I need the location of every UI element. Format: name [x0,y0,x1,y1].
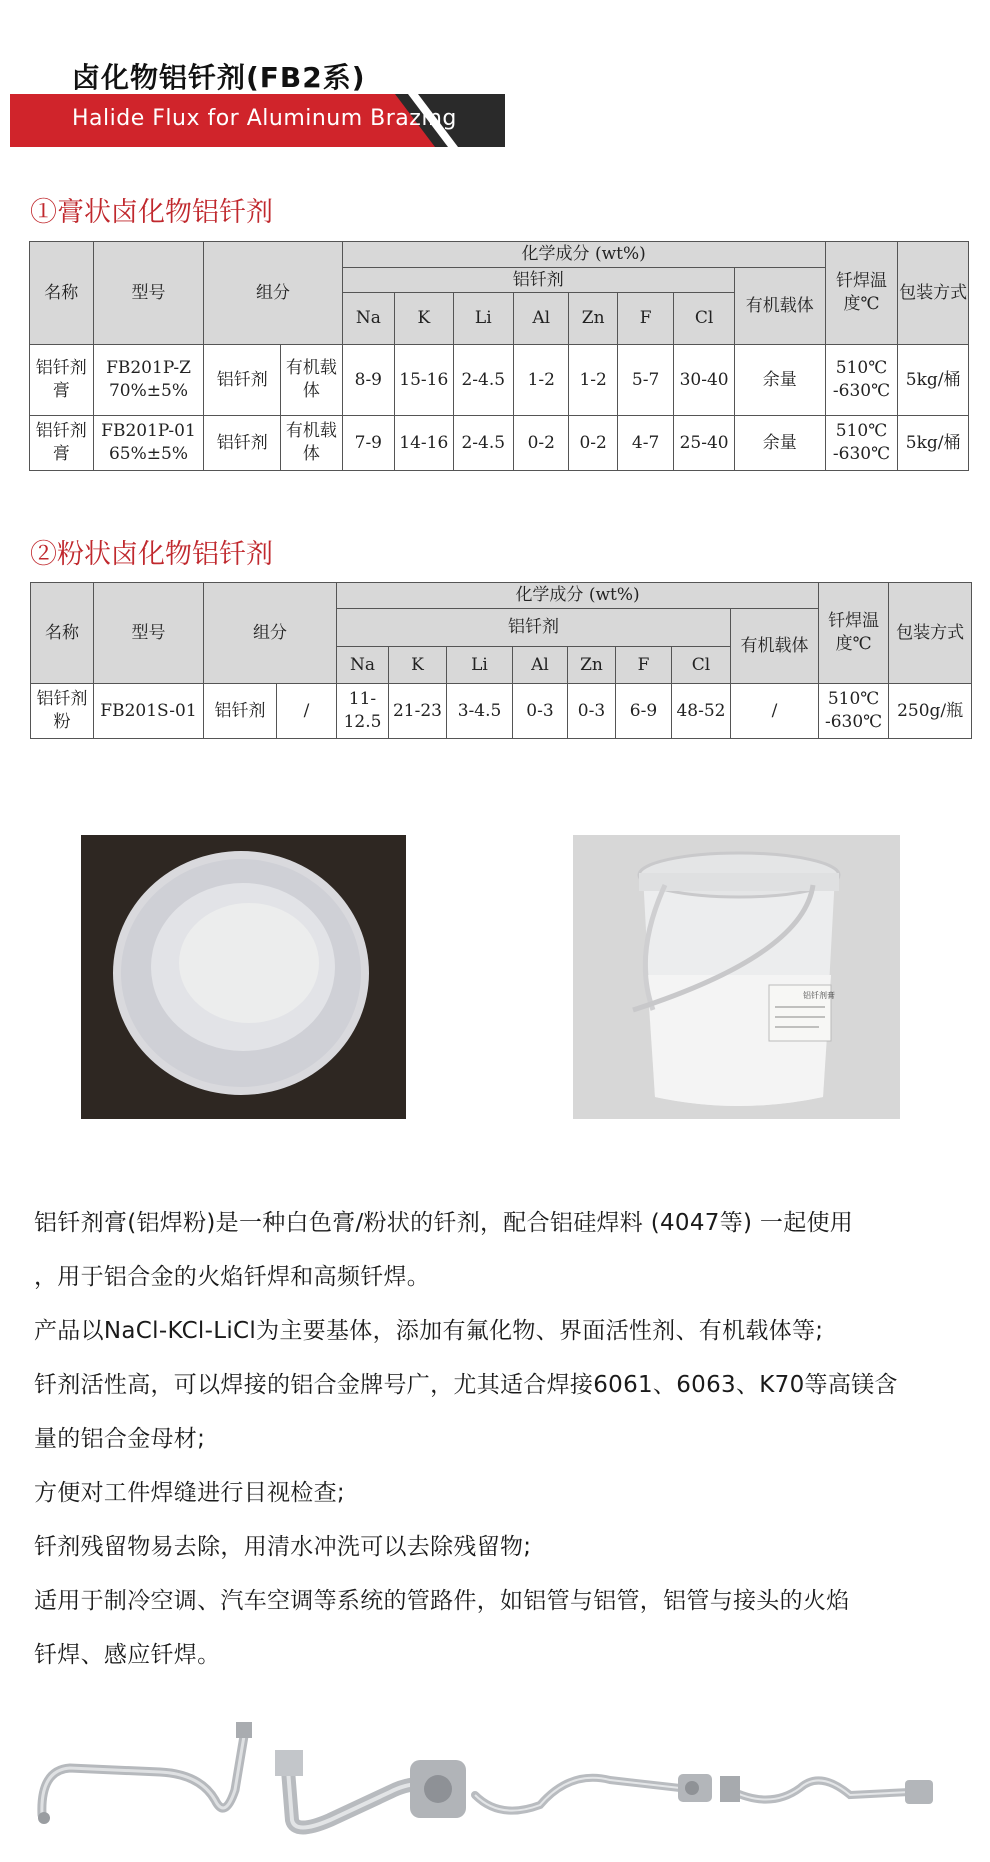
cell-na: 11-12.5 [337,684,389,739]
cell-zn: 1-2 [569,345,617,416]
cell-f: 4-7 [617,416,673,471]
header-pack: 包装方式 [898,242,969,345]
cell-temp: 510℃ -630℃ [825,345,898,416]
cell-cl: 48-52 [672,684,731,739]
cell-model: FB201P-Z 70%±5% [93,345,204,416]
header-f: F [616,647,672,684]
cell-comp1: 铝钎剂 [204,345,281,416]
cell-pack: 5kg/桶 [898,416,969,471]
header-organic: 有机载体 [734,268,825,345]
page-subtitle: Halide Flux for Aluminum Brazing [72,106,457,131]
header-chem: 化学成分 (wt%) [342,242,825,268]
cell-comp1: 铝钎剂 [204,416,281,471]
page-title: 卤化物铝钎剂(FB2系) [72,61,366,94]
cell-li: 2-4.5 [453,345,514,416]
section-title-paste: ①膏状卤化物铝钎剂 [30,197,273,228]
cell-temp: 510℃ -630℃ [819,684,889,739]
cell-zn: 0-3 [568,684,616,739]
header-model: 型号 [93,242,204,345]
cell-model: FB201S-01 [94,684,204,739]
header-cl: Cl [674,293,735,345]
header-na: Na [337,647,389,684]
cell-li: 3-4.5 [447,684,513,739]
header-name: 名称 [30,242,94,345]
header-component: 组分 [204,242,342,345]
brazed-tube-parts-photo [30,1700,975,1850]
cell-al: 0-3 [513,684,568,739]
header-temp: 钎焊温度℃ [819,583,889,684]
cell-pack: 250g/瓶 [889,684,972,739]
header-k: K [395,293,453,345]
cell-organic: 余量 [734,416,825,471]
cell-al: 1-2 [514,345,569,416]
cell-name: 铝钎剂膏 [30,345,94,416]
cell-organic: / [731,684,819,739]
header-organic: 有机载体 [731,609,819,684]
header-model: 型号 [94,583,204,684]
header-zn: Zn [569,293,617,345]
cell-f: 5-7 [617,345,673,416]
description-line: ，用于铝合金的火焰钎焊和高频钎焊。 [34,1264,431,1290]
paste-dish-photo [81,835,406,1119]
paste-bucket-photo [573,835,900,1119]
header-pack: 包装方式 [889,583,972,684]
cell-cl: 25-40 [674,416,735,471]
table-row [31,684,972,739]
cell-name: 铝钎剂膏 [30,416,94,471]
section-title-powder: ②粉状卤化物铝钎剂 [30,539,273,570]
cell-pack: 5kg/桶 [898,345,969,416]
header-chem: 化学成分 (wt%) [337,583,819,609]
header-cl: Cl [672,647,731,684]
cell-comp1: 铝钎剂 [204,684,277,739]
cell-zn: 0-2 [569,416,617,471]
header-component: 组分 [204,583,337,684]
description-line: 钎焊、感应钎焊。 [34,1642,221,1668]
header-flux: 铝钎剂 [337,609,731,647]
header-flux: 铝钎剂 [342,268,734,293]
header-li: Li [447,647,513,684]
table-row [30,345,969,416]
cell-name: 铝钎剂粉 [31,684,94,739]
cell-model: FB201P-01 65%±5% [93,416,204,471]
header-al: Al [513,647,568,684]
cell-k: 14-16 [395,416,453,471]
paste-flux-spec-table [29,241,969,471]
cell-k: 15-16 [395,345,453,416]
cell-k: 21-23 [389,684,447,739]
header-temp: 钎焊温度℃ [825,242,898,345]
powder-flux-spec-table [30,582,972,739]
cell-comp2: / [277,684,337,739]
description-line: 量的铝合金母材; [34,1426,206,1452]
header-zn: Zn [568,647,616,684]
cell-organic: 余量 [734,345,825,416]
product-description [34,1196,974,1682]
description-line: 钎剂残留物易去除，用清水冲洗可以去除残留物; [34,1534,532,1560]
cell-cl: 30-40 [674,345,735,416]
header-al: Al [514,293,569,345]
bucket-label-text: 铝钎剂膏 [803,991,835,1000]
cell-li: 2-4.5 [453,416,514,471]
header-k: K [389,647,447,684]
header-na: Na [342,293,394,345]
cell-f: 6-9 [616,684,672,739]
description-line: 钎剂活性高，可以焊接的铝合金牌号广，尤其适合焊接6061、6063、K70等高镁含 [34,1372,898,1398]
header-name: 名称 [31,583,94,684]
description-line: 方便对工件焊缝进行目视检查; [34,1480,345,1506]
cell-al: 0-2 [514,416,569,471]
table-row [30,416,969,471]
header-f: F [617,293,673,345]
cell-na: 7-9 [342,416,394,471]
header-li: Li [453,293,514,345]
cell-temp: 510℃ -630℃ [825,416,898,471]
cell-comp2: 有机载体 [281,416,343,471]
description-line: 铝钎剂膏(铝焊粉)是一种白色膏/粉状的钎剂，配合铝硅焊料 (4047等) 一起使用 [34,1210,854,1236]
description-line: 适用于制冷空调、汽车空调等系统的管路件，如铝管与铝管，铝管与接头的火焰 [34,1588,850,1614]
cell-na: 8-9 [342,345,394,416]
cell-comp2: 有机载体 [281,345,343,416]
description-line: 产品以NaCl-KCl-LiCl为主要基体，添加有氟化物、界面活性剂、有机载体等; [34,1318,824,1344]
